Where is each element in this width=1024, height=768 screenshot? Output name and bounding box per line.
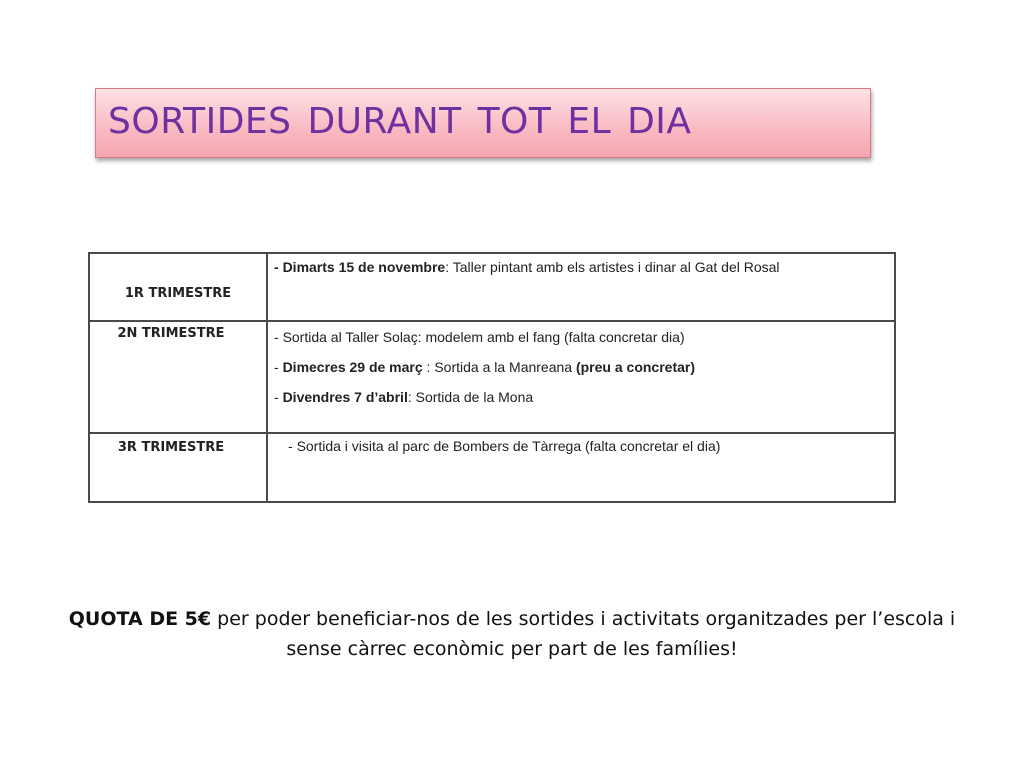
row-label-cell <box>89 321 267 433</box>
activity-text: : Sortida a la Manreana <box>422 359 576 375</box>
table-row <box>89 253 895 321</box>
table-row <box>89 433 895 502</box>
row-content-cell <box>267 321 895 433</box>
activity-line <box>268 254 894 277</box>
row-content-cell <box>267 253 895 321</box>
fee-note <box>60 604 964 664</box>
fee-amount: QUOTA DE 5€ <box>68 608 212 630</box>
table-row <box>89 321 895 433</box>
activity-line <box>274 328 887 347</box>
activity-price-note: (preu a concretar) <box>575 359 696 375</box>
activity-line <box>274 388 887 407</box>
activity-dash: - <box>274 389 283 405</box>
row-label: 3R TRIMESTRE <box>117 440 225 455</box>
activity-dash: - <box>288 438 297 454</box>
trimester-table <box>88 252 896 503</box>
activity-date: Dimarts 15 de novembre <box>282 259 446 275</box>
activity-dash: - <box>274 359 283 375</box>
title-banner <box>95 88 871 158</box>
activity-text: Sortida al Taller Solaç: modelem amb el fang (falta concretar dia) <box>282 329 685 345</box>
activity-dash: - <box>274 259 283 275</box>
fee-text: per poder beneficiar-nos de les sortides i activitats organitzades per l’escola i sense càrrec econòmic per part de les famílies! <box>211 608 956 660</box>
row-label: 1R TRIMESTRE <box>124 286 232 301</box>
row-label-cell <box>89 433 267 502</box>
row-label-cell <box>89 253 267 321</box>
row-content-cell <box>267 433 895 502</box>
activity-dash: - <box>274 329 283 345</box>
row-label: 2N TRIMESTRE <box>117 326 225 341</box>
activity-text: : Taller pintant amb els artistes i dinar al Gat del Rosal <box>445 259 780 275</box>
page-title: SORTIDES DURANT TOT EL DIA <box>108 101 692 142</box>
activity-date: Divendres 7 d’abril <box>282 389 408 405</box>
activity-date: Dimecres 29 de març <box>282 359 423 375</box>
activity-text: Sortida i visita al parc de Bombers de Tàrrega (falta concretar el dia) <box>296 438 721 454</box>
activity-line <box>274 358 887 377</box>
activity-text: : Sortida de la Mona <box>407 389 534 405</box>
activity-line <box>268 434 894 456</box>
